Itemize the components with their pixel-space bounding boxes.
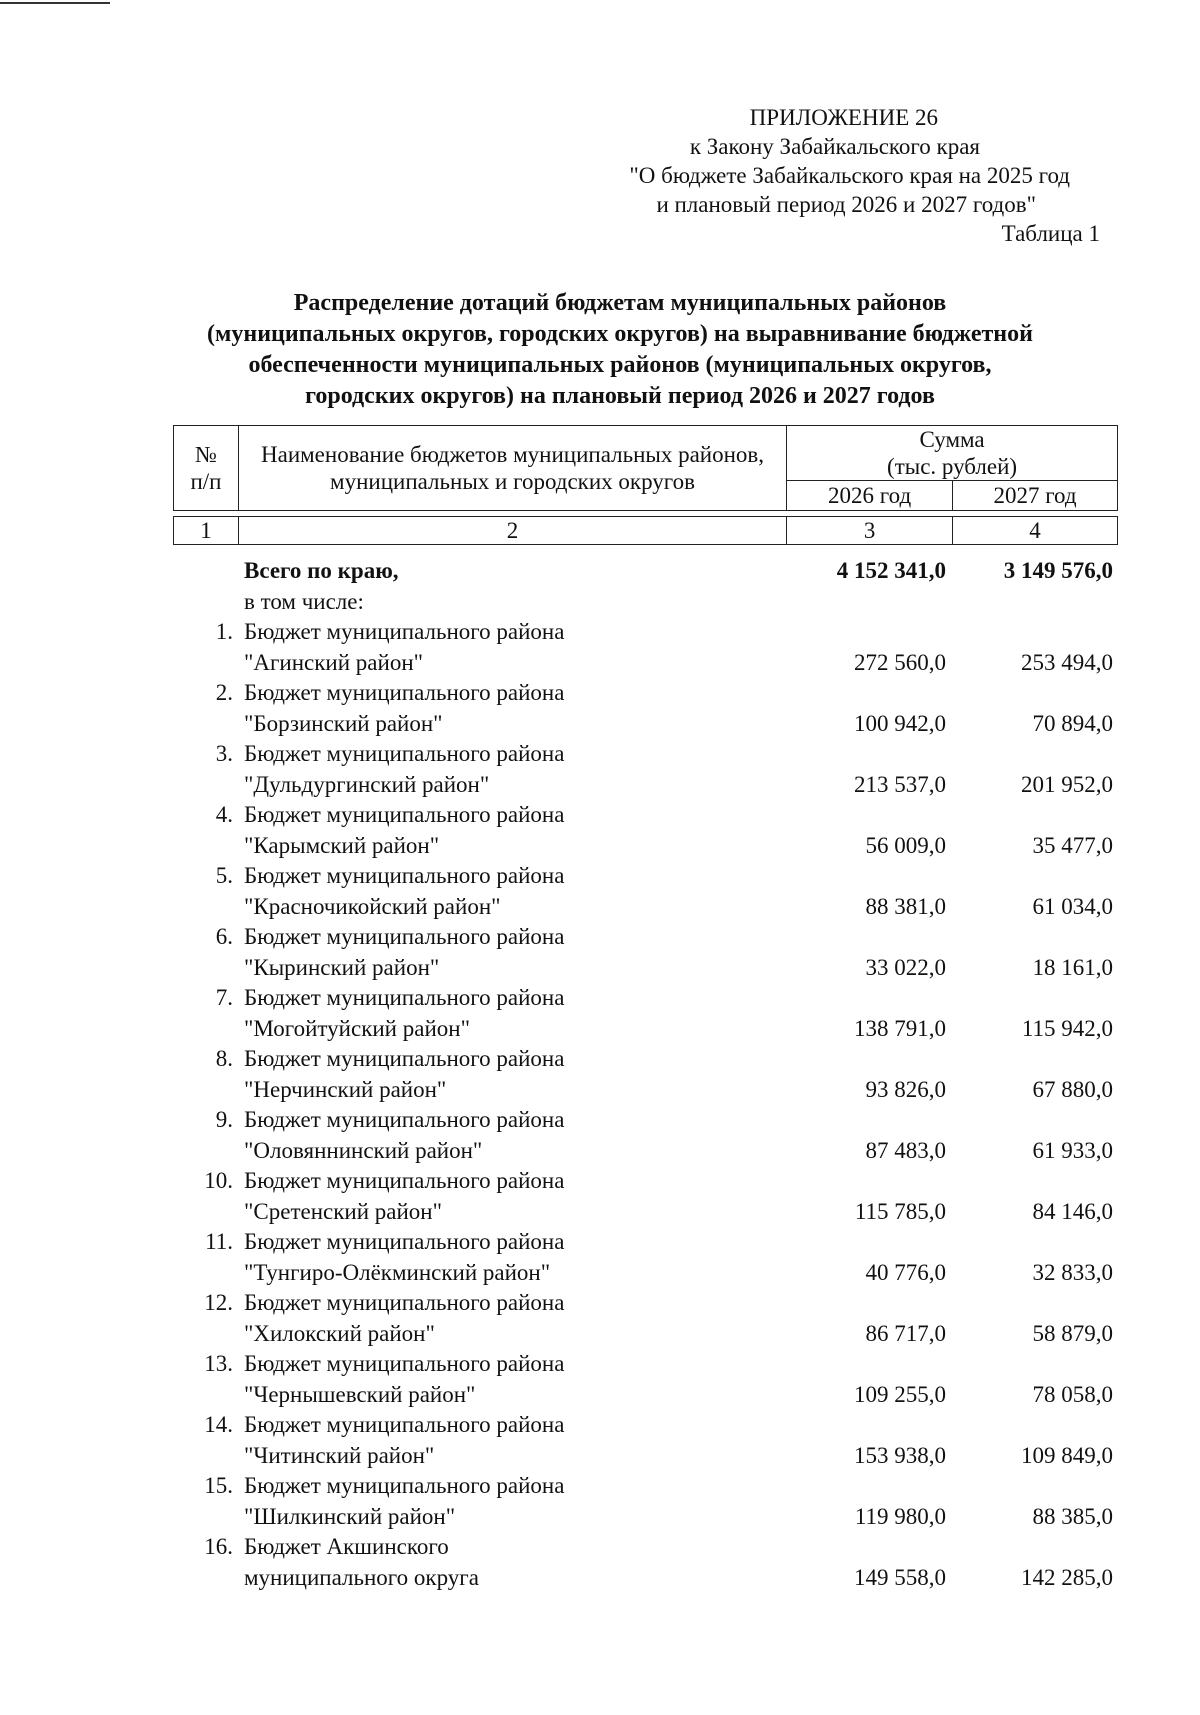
table-row <box>173 1532 1118 1593</box>
budget-name-line: "Агинский район" <box>244 649 424 675</box>
value-2027: 70 894,0 <box>1032 710 1113 736</box>
budget-name-line: Бюджет муниципального района <box>244 985 565 1010</box>
value-2026: 87 483,0 <box>865 1137 946 1163</box>
appendix-number: ПРИЛОЖЕНИЕ 26 <box>749 105 938 130</box>
title-line: (муниципальных округов, городских округов) на выравнивание бюджетной <box>207 321 1033 347</box>
budget-name-line: Бюджет муниципального района <box>244 1168 565 1193</box>
value-2026: 33 022,0 <box>865 954 946 980</box>
row-number: 9. <box>215 1107 233 1132</box>
budget-name-line: Бюджет муниципального района <box>244 1412 565 1437</box>
budget-name-line: "Хилокский район" <box>244 1320 435 1346</box>
budget-name <box>238 678 783 739</box>
value-2026: 119 980,0 <box>854 1503 946 1529</box>
budget-name <box>238 1288 783 1349</box>
budget-name <box>238 1166 783 1227</box>
value-2027: 35 477,0 <box>1032 832 1113 858</box>
value-2026: 93 826,0 <box>865 1076 946 1102</box>
table-row <box>173 861 1118 922</box>
budget-name-line: Бюджет муниципального района <box>244 863 565 888</box>
value-2027: 18 161,0 <box>1032 954 1113 980</box>
value-2027: 61 034,0 <box>1032 893 1113 919</box>
value-2027: 88 385,0 <box>1032 1503 1113 1529</box>
header-name: Наименование бюджетов муниципальных районов, муниципальных и городских округов <box>238 426 786 511</box>
row-number: 5. <box>215 863 233 888</box>
document-title <box>150 288 1090 412</box>
budget-name-line: "Читинский район" <box>244 1442 435 1468</box>
column-number: 1 <box>174 517 239 545</box>
row-number: 2. <box>215 680 233 705</box>
table-row <box>173 1410 1118 1471</box>
value-2026: 115 785,0 <box>854 1198 946 1224</box>
value-2026: 88 381,0 <box>865 893 946 919</box>
value-2026: 138 791,0 <box>854 1015 946 1041</box>
budget-name-line: "Могойтуйский район" <box>244 1015 470 1041</box>
row-number: 13. <box>204 1351 233 1376</box>
value-2026: 56 009,0 <box>865 832 946 858</box>
table-row <box>173 617 1118 678</box>
column-number: 2 <box>238 517 786 545</box>
value-2026: 213 537,0 <box>854 771 946 797</box>
value-2027: 253 494,0 <box>1021 649 1113 675</box>
value-2027: 32 833,0 <box>1032 1259 1113 1285</box>
total-2027: 3 149 576,0 <box>1003 558 1113 583</box>
table-row <box>173 1044 1118 1105</box>
including-row <box>173 587 1118 617</box>
budget-name-line: "Дульдургинский район" <box>244 771 490 797</box>
budget-name-line: Бюджет муниципального района <box>244 802 565 827</box>
budget-name <box>238 1532 783 1593</box>
budget-name <box>238 1227 783 1288</box>
total-row <box>173 555 1118 587</box>
table-row <box>173 983 1118 1044</box>
value-2027: 109 849,0 <box>1021 1442 1113 1468</box>
appendix-law-title-1: "О бюджете Забайкальского края на 2025 год <box>629 163 1070 188</box>
table-row <box>173 1349 1118 1410</box>
header-num: № п/п <box>174 426 239 511</box>
row-number: 15. <box>204 1473 233 1498</box>
scan-edge-mark <box>0 2 110 4</box>
budget-name-line: муниципального округа <box>244 1564 479 1590</box>
budget-name-line: "Сретенский район" <box>244 1198 442 1224</box>
table-row <box>173 1288 1118 1349</box>
table-row <box>173 800 1118 861</box>
table-row <box>173 1471 1118 1532</box>
budget-name-line: Бюджет муниципального района <box>244 1107 565 1132</box>
header-year-2026: 2026 год <box>787 481 953 511</box>
budget-name-line: "Борзинский район" <box>244 710 443 736</box>
column-number: 4 <box>953 517 1118 545</box>
value-2026: 100 942,0 <box>854 710 946 736</box>
budget-name-line: Бюджет муниципального района <box>244 619 565 644</box>
row-number: 4. <box>215 802 233 827</box>
budget-name-line: "Карымский район" <box>244 832 440 858</box>
table-row <box>173 678 1118 739</box>
table-row <box>173 739 1118 800</box>
title-line: Распределение дотаций бюджетам муниципальных районов <box>293 290 947 316</box>
table-row <box>173 1105 1118 1166</box>
row-number: 7. <box>215 985 233 1010</box>
budget-name-line: "Шилкинский район" <box>244 1503 456 1529</box>
value-2026: 40 776,0 <box>865 1259 946 1285</box>
budget-name <box>238 1349 783 1410</box>
budget-name <box>238 1105 783 1166</box>
header-sum: Сумма (тыс. рублей) <box>787 426 1118 481</box>
appendix-law: к Закону Забайкальского края <box>689 134 980 159</box>
row-number: 10. <box>204 1168 233 1193</box>
table-row <box>173 1166 1118 1227</box>
budget-name-line: Бюджет муниципального района <box>244 1229 565 1254</box>
budget-name-line: "Тунгиро-Олёкминский район" <box>244 1259 551 1285</box>
table-label: Таблица 1 <box>1001 221 1100 246</box>
budget-name-line: "Кыринский район" <box>244 954 440 980</box>
row-number: 8. <box>215 1046 233 1071</box>
table-body <box>173 555 1118 1593</box>
row-number: 14. <box>204 1412 233 1437</box>
total-label: Всего по краю, <box>244 558 399 583</box>
value-2027: 84 146,0 <box>1032 1198 1113 1224</box>
appendix-block <box>580 103 1100 248</box>
title-line: городских округов) на плановый период 2026 и 2027 годов <box>305 383 935 409</box>
row-number: 1. <box>215 619 233 644</box>
value-2026: 149 558,0 <box>854 1564 946 1590</box>
budget-name-line: "Нерчинский район" <box>244 1076 447 1102</box>
budget-name-line: Бюджет муниципального района <box>244 1473 565 1498</box>
value-2026: 153 938,0 <box>854 1442 946 1468</box>
value-2027: 58 879,0 <box>1032 1320 1113 1346</box>
row-number: 12. <box>204 1290 233 1315</box>
budget-name <box>238 1044 783 1105</box>
header-year-2027: 2027 год <box>953 481 1118 511</box>
appendix-law-title-2: и плановый период 2026 и 2027 годов" <box>656 192 1036 217</box>
total-2026: 4 152 341,0 <box>836 558 946 583</box>
budget-name-line: "Красночикойский район" <box>244 893 501 919</box>
budget-name <box>238 922 783 983</box>
budget-name <box>238 983 783 1044</box>
row-number: 6. <box>215 924 233 949</box>
budget-name-line: Бюджет муниципального района <box>244 1290 565 1315</box>
value-2027: 142 285,0 <box>1021 1564 1113 1590</box>
budget-name <box>238 861 783 922</box>
value-2027: 67 880,0 <box>1032 1076 1113 1102</box>
including-label: в том числе: <box>244 589 364 614</box>
budget-name-line: Бюджет муниципального района <box>244 924 565 949</box>
budget-name-line: "Чернышевский район" <box>244 1381 476 1407</box>
budget-name <box>238 617 783 678</box>
budget-name <box>238 1471 783 1532</box>
column-number: 3 <box>787 517 953 545</box>
value-2027: 201 952,0 <box>1021 771 1113 797</box>
table-row <box>173 1227 1118 1288</box>
budget-name-line: Бюджет муниципального района <box>244 680 565 705</box>
table-row <box>173 922 1118 983</box>
budget-name <box>238 739 783 800</box>
row-number: 11. <box>205 1229 233 1254</box>
budget-name-line: "Оловяннинский район" <box>244 1137 483 1163</box>
budget-name-line: Бюджет муниципального района <box>244 1351 565 1376</box>
table-header <box>173 425 1118 545</box>
title-line: обеспеченности муниципальных районов (муниципальных округов, <box>248 352 992 378</box>
value-2027: 115 942,0 <box>1021 1015 1113 1041</box>
value-2026: 86 717,0 <box>865 1320 946 1346</box>
value-2027: 78 058,0 <box>1032 1381 1113 1407</box>
value-2026: 272 560,0 <box>854 649 946 675</box>
row-number: 16. <box>204 1534 233 1559</box>
budget-name-line: Бюджет муниципального района <box>244 741 565 766</box>
value-2026: 109 255,0 <box>854 1381 946 1407</box>
budget-name-line: Бюджет Акшинского <box>244 1534 449 1559</box>
budget-name <box>238 800 783 861</box>
value-2027: 61 933,0 <box>1032 1137 1113 1163</box>
budget-name-line: Бюджет муниципального района <box>244 1046 565 1071</box>
row-number: 3. <box>215 741 233 766</box>
budget-name <box>238 1410 783 1471</box>
